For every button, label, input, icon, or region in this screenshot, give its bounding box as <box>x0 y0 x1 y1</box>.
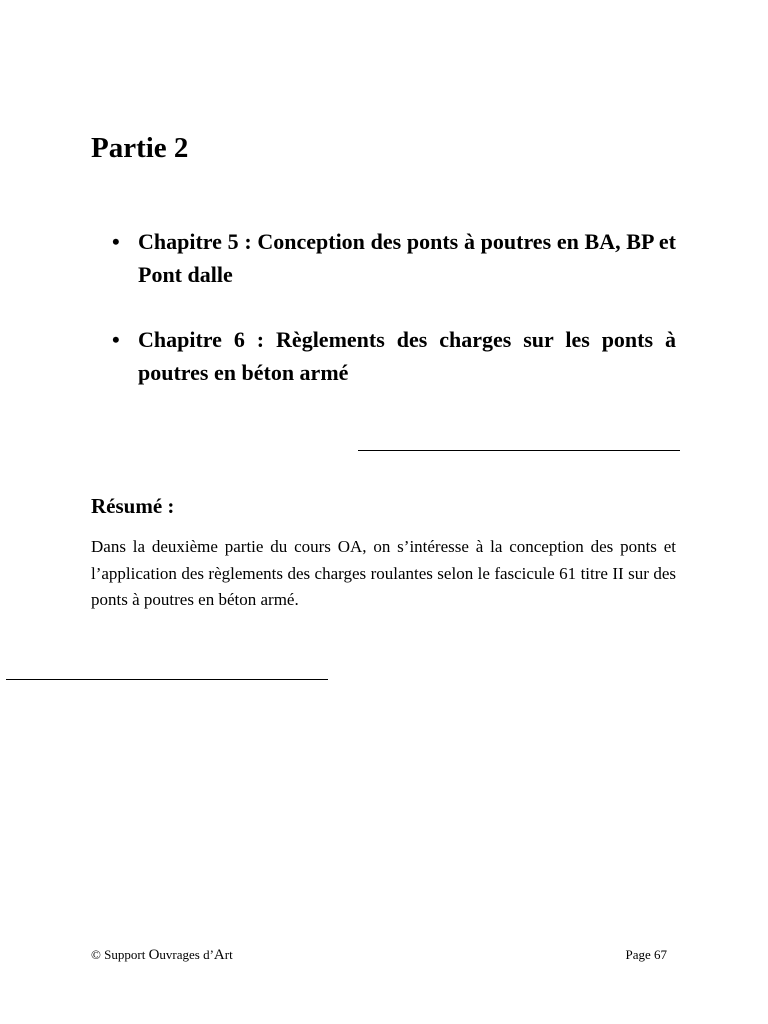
page-number: Page 67 <box>625 947 667 962</box>
separator-line-bottom <box>6 679 328 680</box>
footer-letter-a: A <box>213 947 225 963</box>
bullet-icon: • <box>112 327 120 352</box>
copyright-icon: © <box>91 947 101 962</box>
footer-support-word: Support <box>104 947 146 962</box>
footer-uvrages-word: uvrages d’ <box>159 947 214 962</box>
summary-title: Résumé : <box>91 494 175 518</box>
part-title: Partie 2 <box>91 132 189 164</box>
chapter-list <box>110 225 676 421</box>
chapter-6-text: Chapitre 6 : Règlements des charges sur les ponts à poutres en béton armé <box>138 327 676 385</box>
chapter-5-text: Chapitre 5 : Conception des ponts à poutres en BA, BP et Pont dalle <box>138 229 676 287</box>
bullet-icon: • <box>112 229 120 254</box>
footer-letter-o: O <box>148 947 160 963</box>
chapter-item-6 <box>110 323 676 389</box>
footer-copyright <box>91 945 233 965</box>
summary-text: Dans la deuxième partie du cours OA, on s’intéresse à la conception des ponts et l’application des règlements des charges roulantes selon le fascicule 61 titre II sur des ponts à poutres en béton armé. <box>91 537 676 609</box>
separator-line-top <box>358 450 680 451</box>
chapter-item-5 <box>110 225 676 291</box>
footer-rt-word: rt <box>224 947 233 962</box>
